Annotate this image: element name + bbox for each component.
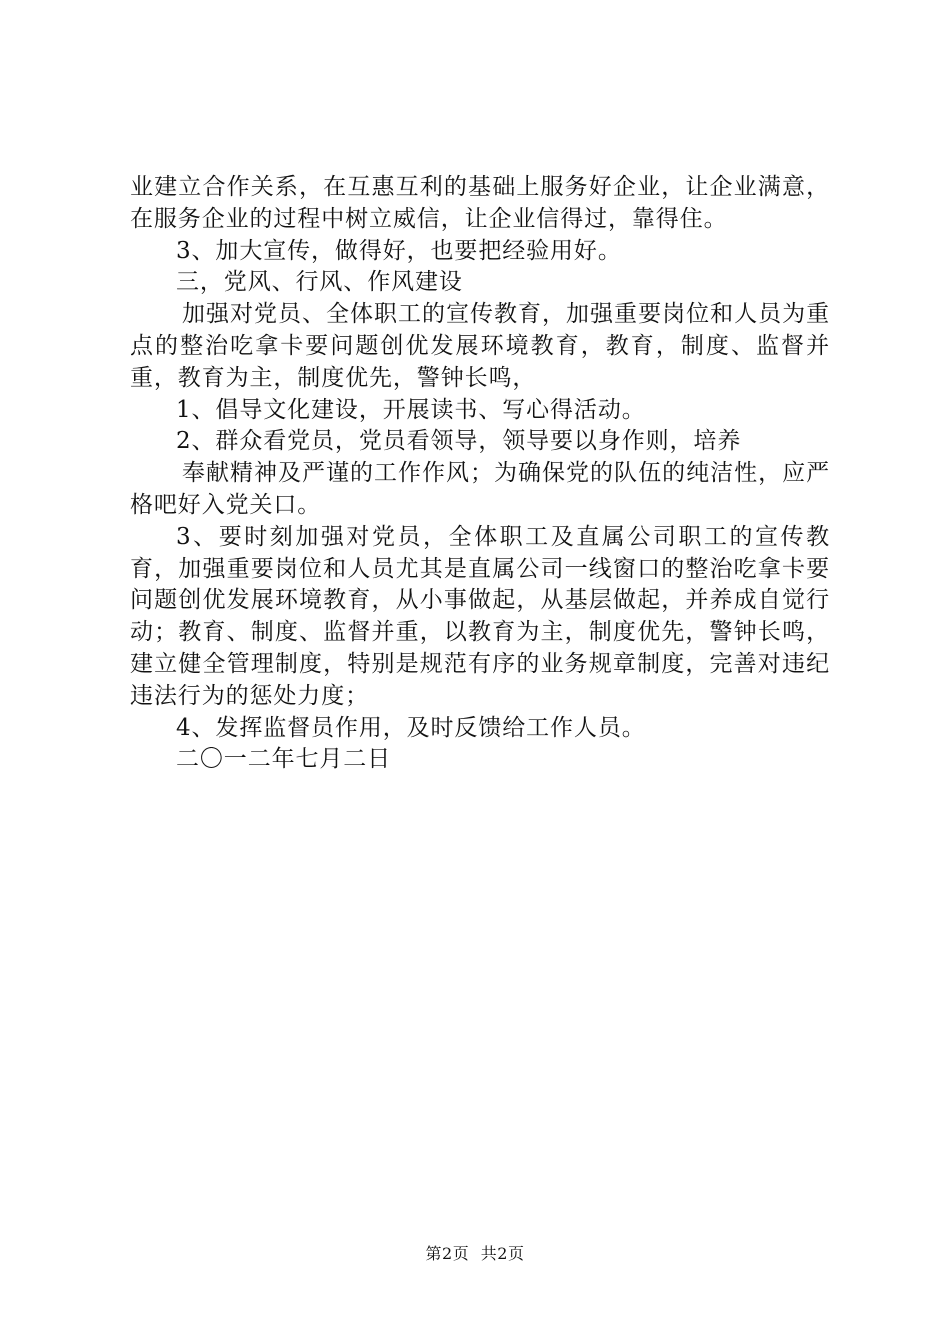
paragraph-education-intro: 加强对党员、全体职工的宣传教育，加强重要岗位和人员为重点的整治吃拿卡要问题创优发展环境教育，教育，制度、监督并重，教育为主，制度优先，警钟长鸣，	[130, 301, 830, 391]
paragraph-item-1-culture: 1、倡导文化建设，开展读书、写心得活动。	[176, 396, 646, 423]
paragraph-item-2-members: 2、群众看党员，党员看领导，领导要以身作则，培养	[176, 428, 742, 455]
page-total: 共2页	[480, 1244, 525, 1263]
document-body	[130, 172, 830, 776]
section-heading-three: 三，党风、行风、作风建设	[176, 269, 463, 296]
document-date: 二〇一二年七月二日	[176, 746, 392, 773]
page-number: 第2页	[425, 1244, 470, 1263]
paragraph-item-2-continuation: 奉献精神及严谨的工作作风；为确保党的队伍的纯洁性，应严格吧好入党关口。	[130, 460, 830, 518]
paragraph-item-4-supervisors: 4、发挥监督员作用，及时反馈给工作人员。	[176, 714, 646, 741]
paragraph-item-3-publicity: 3、加大宣传，做得好，也要把经验用好。	[176, 237, 622, 264]
page-footer	[0, 1244, 950, 1264]
paragraph-item-3-strengthen: 3、要时刻加强对党员，全体职工及直属公司职工的宣传教育，加强重要岗位和人员尤其是直属公司一线窗口的整治吃拿卡要问题创优发展环境教育，从小事做起，从基层做起，并养成自觉行动；教育、制度、监督并重，以教育为主，制度优先，警钟长鸣，建立健全管理制度，特别是规范有序的业务规章制度，完善对违纪违法行为的惩处力度；	[130, 523, 830, 709]
paragraph-continuation: 业建立合作关系，在互惠互利的基础上服务好企业，让企业满意，在服务企业的过程中树立威信，让企业信得过，靠得住。	[130, 174, 830, 232]
